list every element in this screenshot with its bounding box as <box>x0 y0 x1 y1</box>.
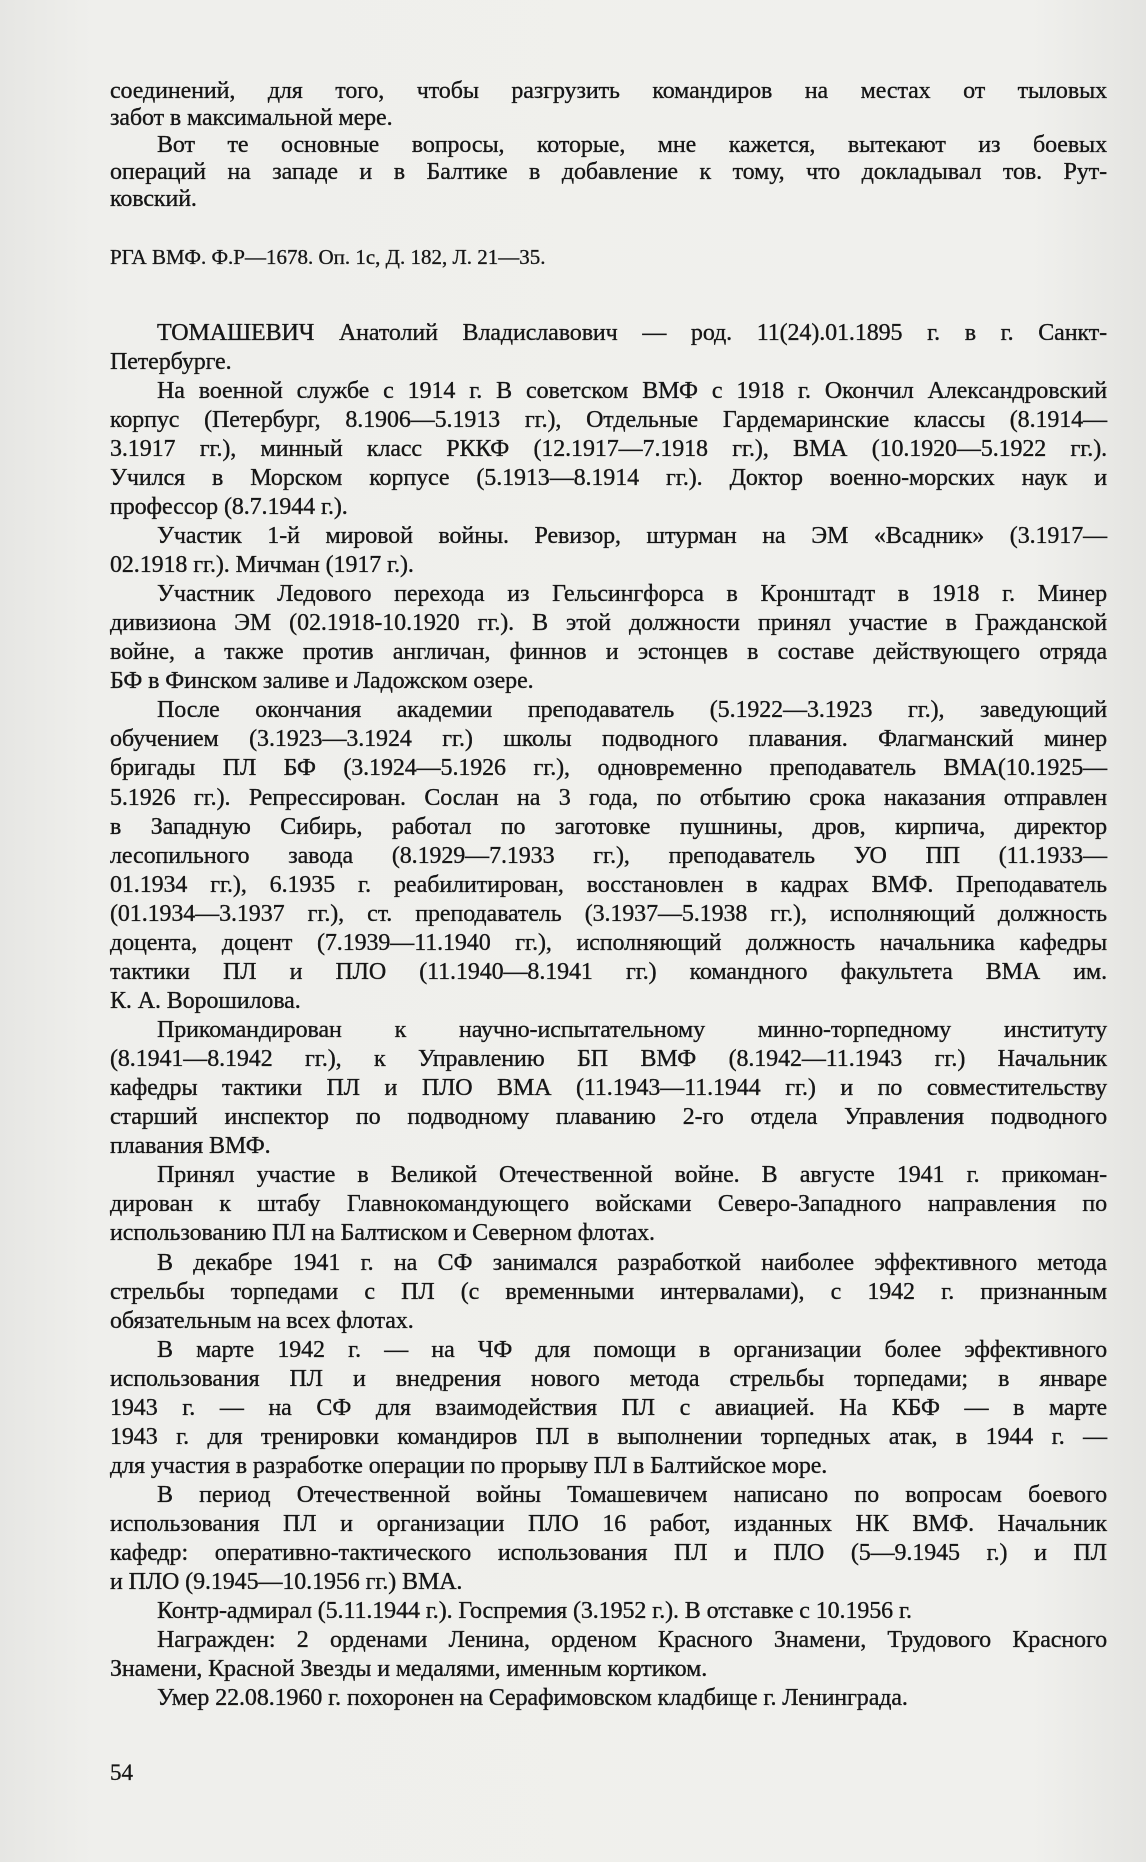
text-line: операций на западе и в Балтике в добавление к тому, что докладывал тов. Рут- <box>110 159 1107 185</box>
text-line: 5.1926 гг.). Репрессирован. Сослан на 3 года, по отбытию срока наказания отправлен <box>110 784 1107 811</box>
text-line: 01.1934 гг.), 6.1935 г. реабилитирован, восстановлен в кадрах ВМФ. Преподаватель <box>110 871 1107 898</box>
text-line: кафедры тактики ПЛ и ПЛО ВМА (11.1943—11.1944 гг.) и по совместительству <box>110 1075 1107 1102</box>
paragraph <box>110 1626 1107 1684</box>
text-line: Вот те основные вопросы, которые, мне кажется, вытекают из боевых <box>157 132 1107 158</box>
text-line: В декабре 1941 г. на СФ занимался разработкой наиболее эффективного метода <box>157 1249 1107 1276</box>
paragraph <box>110 1684 1107 1713</box>
archive-source-reference: РГА ВМФ. Ф.Р—1678. Оп. 1с, Д. 182, Л. 21—35. <box>110 245 546 269</box>
text-line: использования ПЛ и внедрения нового метода стрельбы торпедами; в январе <box>110 1365 1107 1392</box>
text-line: старший инспектор по подводному плаванию 2-го отдела Управления подводного <box>110 1104 1107 1131</box>
text-line: (01.1934—3.1937 гг.), ст. преподаватель (3.1937—5.1938 гг.), исполняющий должность <box>110 900 1107 927</box>
paragraph <box>110 377 1107 522</box>
text-line: 1943 г. для тренировки командиров ПЛ в выполнении торпедных атак, в 1944 г. — <box>110 1423 1107 1450</box>
text-line: тактики ПЛ и ПЛО (11.1940—8.1941 гг.) командного факультета ВМА им. <box>110 958 1107 985</box>
paragraph <box>110 78 1107 132</box>
paragraph <box>110 1336 1107 1481</box>
text-line: 3.1917 гг.), минный класс РККФ (12.1917—7.1918 гг.), ВМА (10.1920—5.1922 гг.). <box>110 435 1107 462</box>
text-line: профессор (8.7.1944 г.). <box>110 493 348 520</box>
text-line: 02.1918 гг.). Мичман (1917 г.). <box>110 552 414 578</box>
paragraph <box>110 522 1107 580</box>
text-line: В период Отечественной войны Томашевичем написано по вопросам боевого <box>157 1482 1107 1508</box>
text-line: Прикомандирован к научно-испытательному минно-торпедному институту <box>157 1017 1107 1043</box>
text-line: забот в максимальной мере. <box>110 105 393 131</box>
text-line: Умер 22.08.1960 г. похоронен на Серафимовском кладбище г. Ленинграда. <box>157 1685 908 1712</box>
text-line: для участия в разработке операции по прорыву ПЛ в Балтийское море. <box>110 1452 828 1479</box>
text-line: Участик 1-й мировой войны. Ревизор, штурман на ЭМ «Всадник» (3.1917— <box>157 522 1107 549</box>
text-line: дирован к штабу Главнокомандующего войсками Северо-Западного направления по <box>110 1191 1107 1218</box>
text-line: стрельбы торпедами с ПЛ (с временными интервалами), с 1942 г. признанным <box>110 1278 1107 1305</box>
text-line: лесопильного завода (8.1929—7.1933 гг.), преподаватель УО ПП (11.1933— <box>110 842 1107 869</box>
text-line: Принял участие в Великой Отечественной войне. В августе 1941 г. прикоман- <box>157 1162 1107 1189</box>
text-line: В марте 1942 г. — на ЧФ для помощи в организации более эффективного <box>157 1336 1107 1363</box>
text-line: доцента, доцент (7.1939—11.1940 гг.), исполняющий должность начальника кафедры <box>110 929 1107 956</box>
text-line: бригады ПЛ БФ (3.1924—5.1926 гг.), одновременно преподаватель ВМА(10.1925— <box>110 755 1107 782</box>
text-line: корпус (Петербург, 8.1906—5.1913 гг.), Отдельные Гардемаринские классы (8.1914— <box>110 406 1107 433</box>
text-line: соединений, для того, чтобы разгрузить командиров на местах от тыловых <box>110 78 1107 104</box>
text-line: кафедр: оперативно-тактического использования ПЛ и ПЛО (5—9.1945 г.) и ПЛ <box>110 1540 1107 1567</box>
text-line: После окончания академии преподаватель (5.1922—3.1923 гг.), заведующий <box>157 697 1107 724</box>
text-line: Участник Ледового перехода из Гельсингфорса в Кронштадт в 1918 г. Минер <box>157 581 1107 608</box>
text-line: ТОМАШЕВИЧ Анатолий Владиславович — род. 11(24).01.1895 г. в г. Санкт- <box>157 319 1107 346</box>
page-number: 54 <box>110 1760 133 1785</box>
text-line: войне, а также против англичан, финнов и эстонцев в составе действующего отряда <box>110 639 1107 666</box>
text-line: обязательным на всех флотах. <box>110 1307 414 1334</box>
text-line: и ПЛО (9.1945—10.1956 гг.) ВМА. <box>110 1569 463 1596</box>
text-line: ковский. <box>110 186 197 212</box>
text-line: БФ в Финском заливе и Ладожском озере. <box>110 668 534 695</box>
paragraph <box>110 1249 1107 1336</box>
paragraph <box>110 580 1107 696</box>
text-line: На военной службе с 1914 г. В советском ВМФ с 1918 г. Окончил Александровский <box>157 377 1107 404</box>
text-line: Знамени, Красной Звезды и медалями, именным кортиком. <box>110 1656 708 1683</box>
text-line: плавания ВМФ. <box>110 1133 271 1160</box>
paragraph <box>110 132 1107 213</box>
paragraph <box>110 1597 1107 1626</box>
paragraph <box>110 1161 1107 1248</box>
paragraph <box>110 1481 1107 1597</box>
paragraph <box>110 319 1107 377</box>
paragraph <box>110 1016 1107 1161</box>
text-line: Учился в Морском корпусе (5.1913—8.1914 гг.). Доктор военно-морских наук и <box>110 464 1107 491</box>
text-line: 1943 г. — на СФ для взаимодействия ПЛ с авиацией. На КБФ — в марте <box>110 1394 1107 1421</box>
text-line: дивизиона ЭМ (02.1918-10.1920 гг.). В этой должности принял участие в Гражданской <box>110 610 1107 637</box>
text-line: использованию ПЛ на Балтиском и Северном флотах. <box>110 1220 655 1247</box>
text-line: обучением (3.1923—3.1924 гг.) школы подводного плавания. Флагманский минер <box>110 726 1107 753</box>
text-line: в Западную Сибирь, работал по заготовке пушнины, дров, кирпича, директор <box>110 813 1107 840</box>
previous-text-continuation <box>110 78 1107 213</box>
text-line: Петербурге. <box>110 348 232 375</box>
text-line: (8.1941—8.1942 гг.), к Управлению БП ВМФ (8.1942—11.1943 гг.) Начальник <box>110 1046 1107 1073</box>
text-line: К. А. Ворошилова. <box>110 987 301 1014</box>
biography-tomashevich <box>110 319 1107 1714</box>
text-line: использования ПЛ и организации ПЛО 16 работ, изданных НК ВМФ. Начальник <box>110 1511 1107 1538</box>
text-line: Награжден: 2 орденами Ленина, орденом Красного Знамени, Трудового Красного <box>157 1627 1107 1654</box>
paragraph <box>110 696 1107 1016</box>
text-line: Контр-адмирал (5.11.1944 г.). Госпремия (3.1952 г.). В отставке с 10.1956 г. <box>157 1598 912 1625</box>
